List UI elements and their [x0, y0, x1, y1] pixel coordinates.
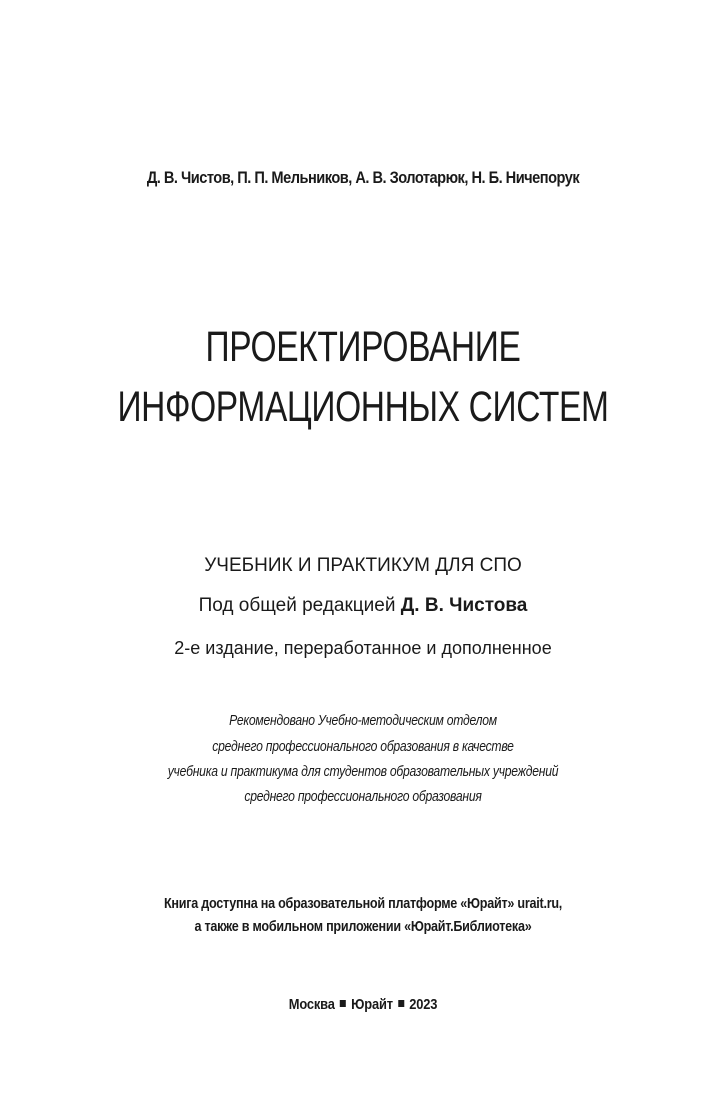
- platform-line-2: а также в мобильном приложении «Юрайт.Библиотека»: [194, 918, 532, 935]
- recommendation-line-3: учебника и практикума для студентов образовательных учреждений: [167, 764, 559, 780]
- imprint-city: Москва: [288, 996, 335, 1013]
- square-separator-icon: [340, 1000, 346, 1007]
- imprint-line: [51, 996, 675, 1013]
- editor-prefix: Под общей редакцией: [198, 595, 401, 616]
- platform-line-1: Книга доступна на образовательной платформе «Юрайт» urait.ru,: [163, 895, 563, 912]
- edition-line: 2-е издание, переработанное и дополненное: [174, 638, 552, 658]
- recommendation-line-1: Рекомендовано Учебно-методическим отделом: [229, 713, 497, 729]
- imprint-publisher: Юрайт: [351, 996, 393, 1013]
- recommendation-line-4: среднего профессионального образования: [244, 789, 482, 805]
- editor-line: [0, 595, 726, 617]
- book-title-line-1: ПРОЕКТИРОВАНИЕ: [205, 323, 521, 371]
- recommendation-line-2: среднего профессионального образования в качестве: [212, 739, 514, 755]
- editor-name: Д. В. Чистова: [400, 595, 528, 616]
- book-title-line-2: ИНФОРМАЦИОННЫХ СИСТЕМ: [117, 383, 609, 431]
- authors-line: Д. В. Чистов, П. П. Мельников, А. В. Золотарюк, Н. Б. Ничепорук: [146, 168, 580, 187]
- book-subtitle: УЧЕБНИК И ПРАКТИКУМ ДЛЯ СПО: [204, 555, 522, 576]
- imprint-year: 2023: [409, 996, 438, 1013]
- square-separator-icon: [398, 1000, 404, 1007]
